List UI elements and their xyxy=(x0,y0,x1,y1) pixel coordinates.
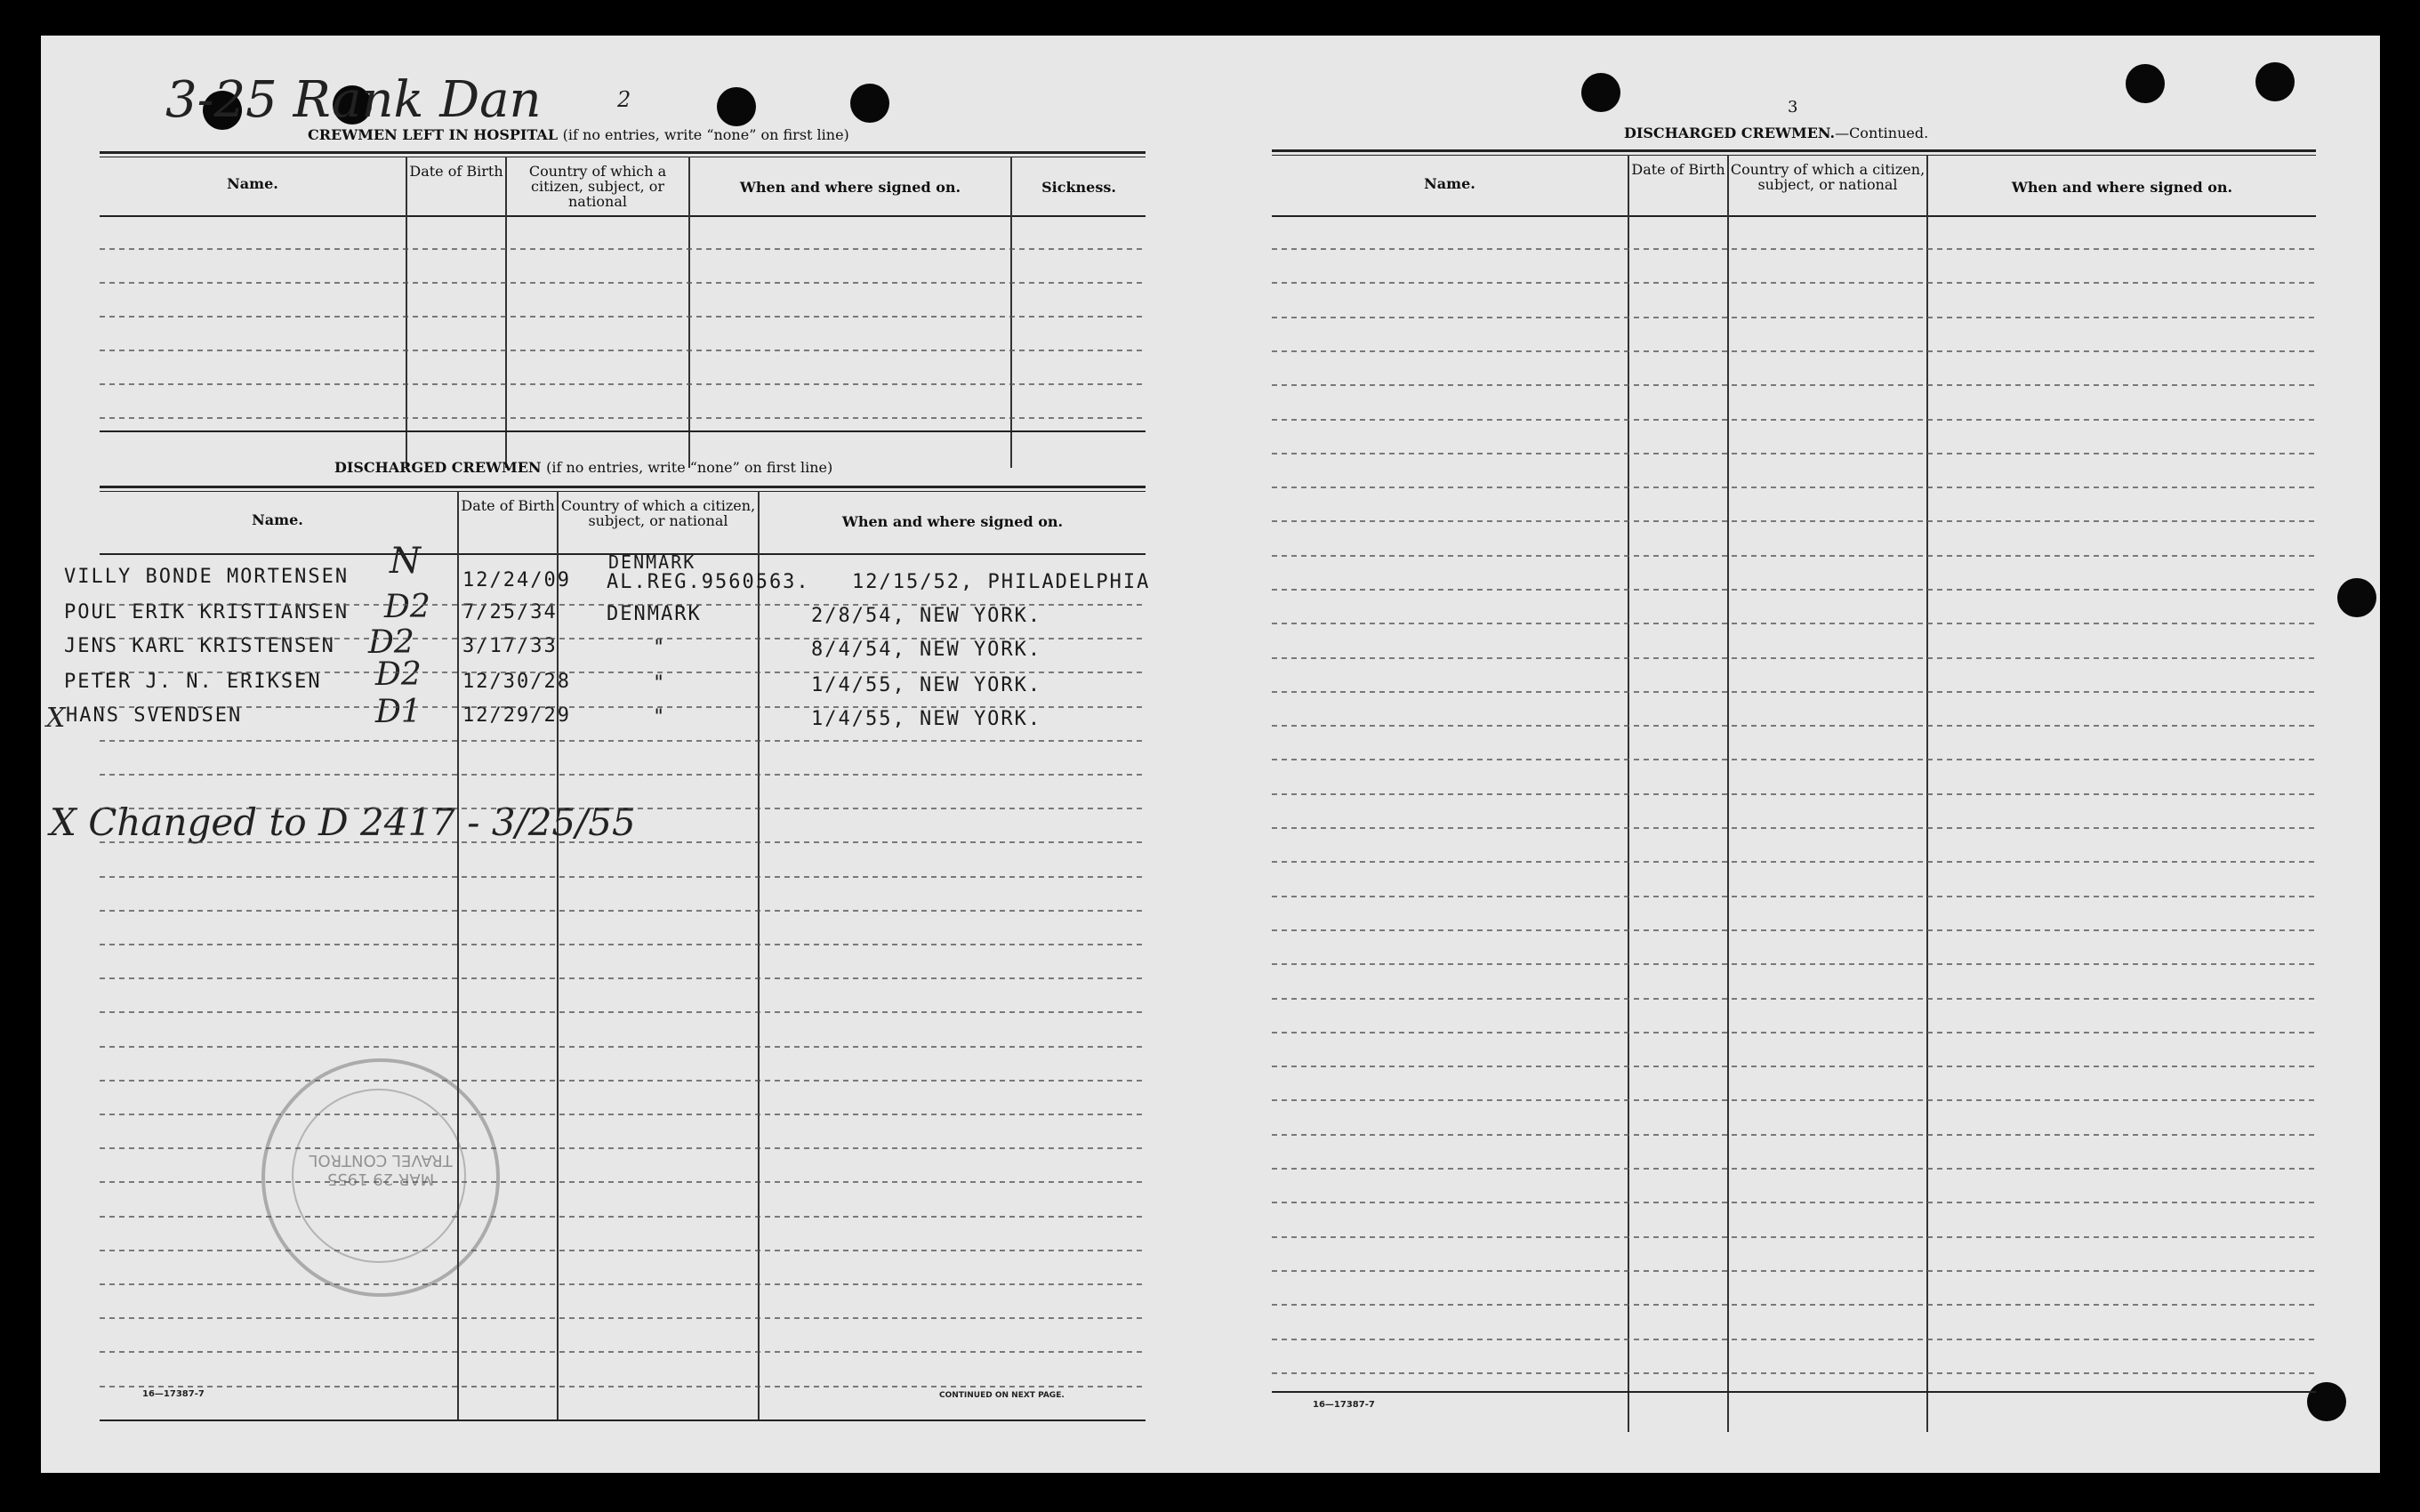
crewman-country: " xyxy=(653,706,667,728)
hospital-header-signed: When and where signed on. xyxy=(739,179,961,196)
ruled-lines xyxy=(41,36,2380,1473)
discharge-mark: N xyxy=(390,541,421,582)
form-number-left: 16—17387-7 xyxy=(142,1389,205,1399)
discharged-header-dob: Date of Birth xyxy=(461,497,555,514)
discharge-mark: D2 xyxy=(384,589,430,625)
crewman-name: VILLY BONDE MORTENSEN xyxy=(64,566,350,588)
handwritten-mark: 2 xyxy=(617,87,631,112)
right-header-dob: Date of Birth xyxy=(1631,161,1725,178)
crewman-signed-on: 2/8/54, NEW YORK. xyxy=(811,605,1042,627)
crewman-country: DENMARK xyxy=(607,603,702,625)
form-number-right: 16—17387-7 xyxy=(1313,1400,1375,1410)
hospital-header-dob: Date of Birth xyxy=(409,163,503,180)
crewman-signed-on: 1/4/55, NEW YORK. xyxy=(811,674,1042,696)
crewman-name: JENS KARL KRISTENSEN xyxy=(64,635,335,657)
continued-note: CONTINUED ON NEXT PAGE. xyxy=(939,1391,1065,1400)
handwritten-change-note: X Changed to D 2417 - 3/25/55 xyxy=(50,800,636,844)
right-header-country: Country of which a citizen, subject, or national xyxy=(1730,161,1926,193)
crewman-country: " xyxy=(653,672,667,695)
crewman-name: POUL ERIK KRISTIANSEN xyxy=(64,601,350,623)
crewman-signed-on: 8/4/54, NEW YORK. xyxy=(811,639,1042,661)
discharged-section-title: DISCHARGED CREWMEN (if no entries, write “none” on first line) xyxy=(334,459,833,476)
crewman-name: HANS SVENDSEN xyxy=(66,704,243,727)
right-section-title: DISCHARGED CREWMEN.—Continued. xyxy=(1624,125,1929,141)
discharge-mark: D2 xyxy=(375,656,422,693)
x-mark: X xyxy=(46,703,66,734)
crewman-country: " xyxy=(653,637,667,659)
discharged-header-name: Name. xyxy=(252,511,303,528)
handwritten-note-top: 3-25 Rank Dan xyxy=(165,71,542,129)
document-sheet xyxy=(41,36,2380,1473)
crewman-dob: 12/24/09 xyxy=(462,569,571,591)
crewman-name: PETER J. N. ERIKSEN xyxy=(64,671,322,693)
right-page-number: 3 xyxy=(1788,98,1798,117)
stamp-text: MAR 29 1955 TRAVEL CONTROL xyxy=(309,1151,453,1188)
crewman-dob: 12/30/28 xyxy=(462,671,571,693)
crewman-signed-on: 12/15/52, PHILADELPHIA xyxy=(852,571,1151,593)
crewman-signed-on: 1/4/55, NEW YORK. xyxy=(811,708,1042,730)
hospital-header-sickness: Sickness. xyxy=(1041,179,1116,196)
right-header-signed: When and where signed on. xyxy=(2011,179,2233,196)
hospital-section-title: CREWMEN LEFT IN HOSPITAL (if no entries, write “none” on first line) xyxy=(308,126,849,143)
discharge-mark: D1 xyxy=(375,694,422,730)
crewman-country: DENMARK xyxy=(608,551,696,573)
crewman-dob: 3/17/33 xyxy=(462,635,558,657)
hospital-header-country: Country of which a citizen, subject, or national xyxy=(528,163,667,210)
crewman-dob: 12/29/29 xyxy=(462,704,571,727)
discharged-header-signed: When and where signed on. xyxy=(841,513,1064,530)
discharge-mark: D2 xyxy=(368,624,414,661)
crewman-dob: 7/25/34 xyxy=(462,601,558,623)
hospital-header-name: Name. xyxy=(227,175,278,192)
crewman-alien-reg: AL.REG.9560563. xyxy=(607,571,810,593)
right-header-name: Name. xyxy=(1424,175,1475,192)
discharged-header-country: Country of which a citizen, subject, or national xyxy=(560,497,756,529)
